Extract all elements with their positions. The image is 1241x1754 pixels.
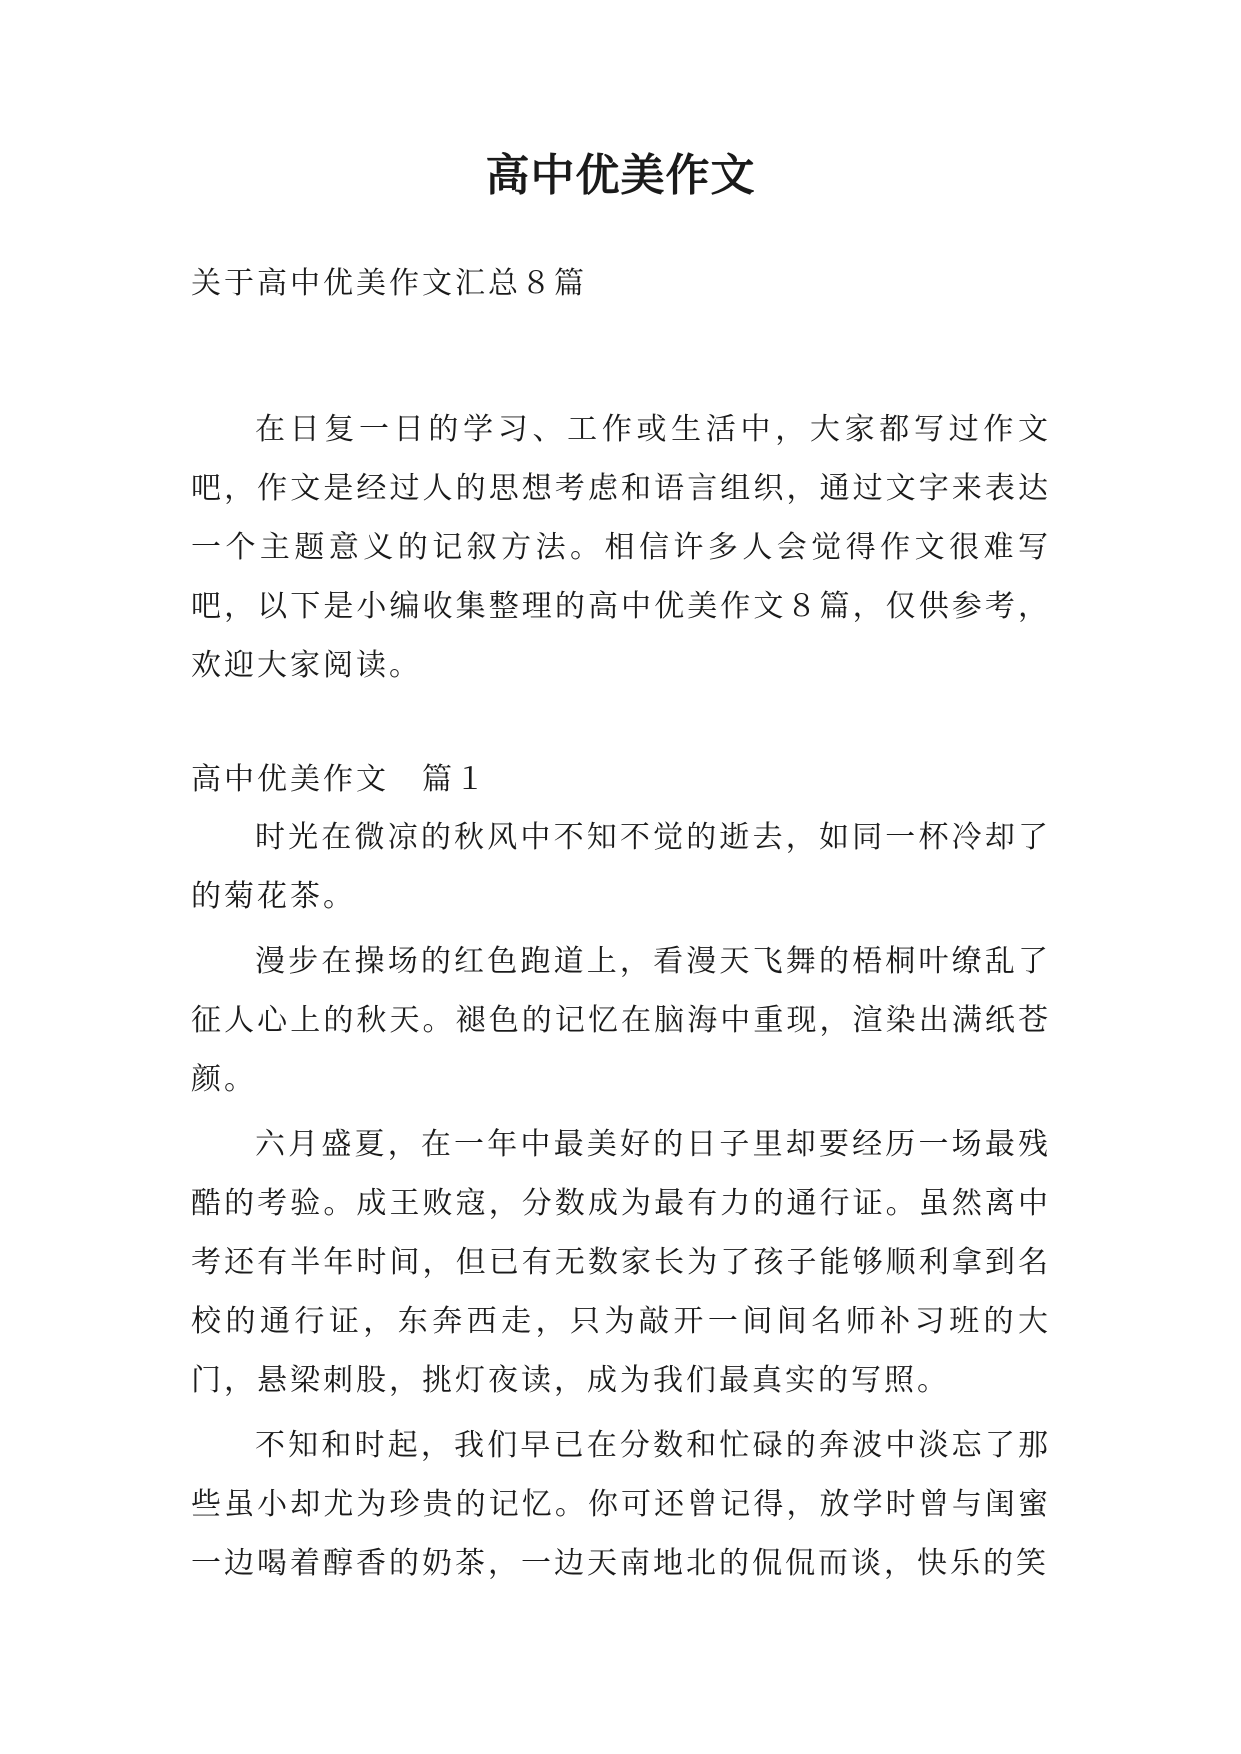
body-paragraph: 六月盛夏，在一年中最美好的日子里却要经历一场最残酷的考验。成王败寇，分数成为最有力的通行证。虽然离中考还有半年时间，但已有无数家长为了孩子能够顺利拿到名校的通行证，东奔西走，只为敲开一间间名师补习班的大门，悬梁刺股，挑灯夜读，成为我们最真实的写照。 [191,1127,1051,1398]
section-body [191,808,1051,1599]
document-title: 高中优美作文 [485,150,756,201]
document-subtitle: 关于高中优美作文汇总８篇 [191,266,587,301]
body-paragraph: 漫步在操场的红色跑道上，看漫天飞舞的梧桐叶缭乱了征人心上的秋天。褪色的记忆在脑海中重现，渲染出满纸苍颜。 [191,944,1051,1097]
section-heading: 高中优美作文 篇１ [191,762,488,797]
intro-paragraph: 在日复一日的学习、工作或生活中，大家都写过作文吧，作文是经过人的思想考虑和语言组织，通过文字来表达一个主题意义的记叙方法。相信许多人会觉得作文很难写吧，以下是小编收集整理的高中优美作文８篇，仅供参考，欢迎大家阅读。 [191,412,1051,683]
body-paragraph: 不知和时起，我们早已在分数和忙碌的奔波中淡忘了那些虽小却尤为珍贵的记忆。你可还曾记得，放学时曾与闺蜜一边喝着醇香的奶茶，一边天南地北的侃侃而谈，快乐的笑 [191,1428,1051,1581]
body-paragraph: 时光在微凉的秋风中不知不觉的逝去，如同一杯冷却了的菊花茶。 [191,820,1051,914]
